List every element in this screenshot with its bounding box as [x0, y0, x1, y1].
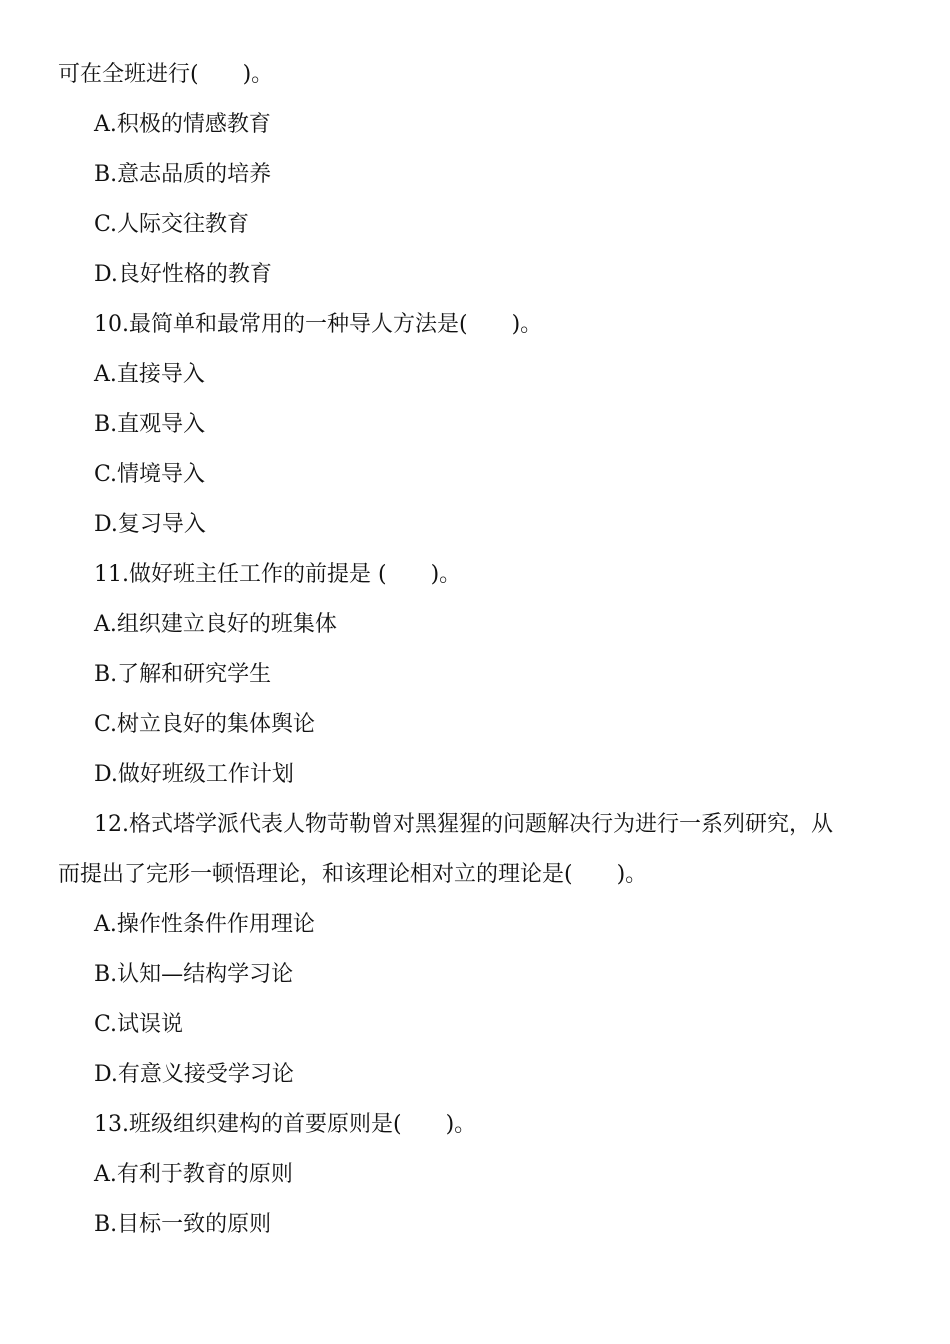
question-11-option-d: D.做好班级工作计划 [94, 762, 294, 787]
question-9-option-b: B.意志品质的培养 [94, 162, 272, 187]
question-10-option-d: D.复习导入 [94, 512, 206, 537]
question-9-option-a: A.积极的情感教育 [94, 112, 271, 137]
question-13-option-a: A.有利于教育的原则 [94, 1162, 293, 1187]
question-9-stem-continuation: 可在全班进行( )。 [58, 62, 274, 87]
question-9-option-d: D.良好性格的教育 [94, 262, 272, 287]
question-11-stem: 11.做好班主任工作的前提是 ( )。 [94, 562, 462, 587]
question-12-option-b: B.认知—结构学习论 [94, 962, 294, 987]
question-12-stem-line-2: 而提出了完形一顿悟理论，和该理论相对立的理论是( )。 [58, 862, 648, 887]
question-11-option-b: B.了解和研究学生 [94, 662, 272, 687]
question-13-option-b: B.目标一致的原则 [94, 1212, 272, 1237]
question-9-option-c: C.人际交往教育 [94, 212, 250, 237]
question-11-option-a: A.组织建立良好的班集体 [94, 612, 337, 637]
question-12-option-d: D.有意义接受学习论 [94, 1062, 294, 1087]
question-12-stem-line-1: 12.格式塔学派代表人物苛勒曾对黑猩猩的问题解决行为进行一系列研究，从 [94, 812, 833, 837]
question-10-option-a: A.直接导入 [94, 362, 205, 387]
question-12-option-a: A.操作性条件作用理论 [94, 912, 315, 937]
question-10-option-b: B.直观导入 [94, 412, 206, 437]
question-10-stem: 10.最简单和最常用的一种导人方法是( )。 [94, 312, 543, 337]
question-12-option-c: C.试误说 [94, 1012, 184, 1037]
question-10-option-c: C.情境导入 [94, 462, 206, 487]
question-13-stem: 13.班级组织建构的首要原则是( )。 [94, 1112, 477, 1137]
question-11-option-c: C.树立良好的集体舆论 [94, 712, 316, 737]
